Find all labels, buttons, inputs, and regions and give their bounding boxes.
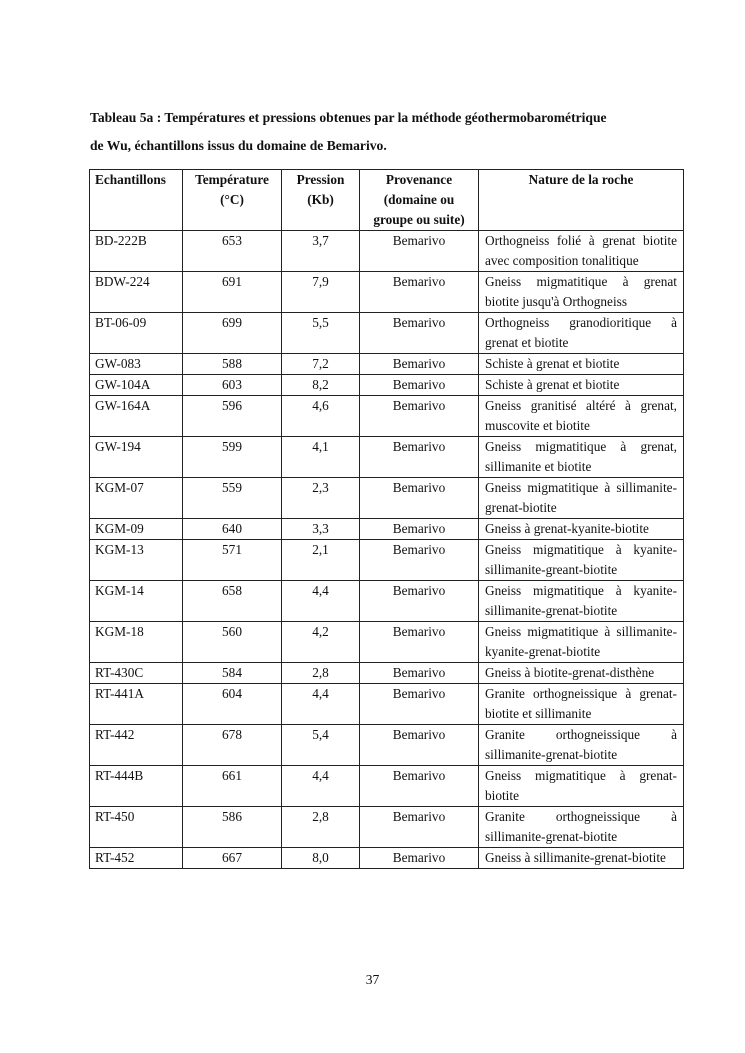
- cell-origin: Bemarivo: [360, 437, 479, 478]
- table-row: [90, 396, 684, 437]
- table-row: [90, 478, 684, 519]
- cell-origin: Bemarivo: [360, 807, 479, 848]
- cell-rock-nature: Gneiss migmatitique à kyanite-sillimanite-greant-biotite: [479, 540, 684, 581]
- cell-origin: Bemarivo: [360, 581, 479, 622]
- table-row: [90, 581, 684, 622]
- cell-sample: BD-222B: [90, 231, 183, 272]
- cell-pressure: 4,1: [282, 437, 360, 478]
- cell-rock-nature: Gneiss migmatitique à grenat, sillimanite et biotite: [479, 437, 684, 478]
- caption-line-2: de Wu, échantillons issus du domaine de Bemarivo.: [90, 138, 387, 153]
- cell-pressure: 4,4: [282, 581, 360, 622]
- cell-temperature: 661: [183, 766, 282, 807]
- cell-temperature: 596: [183, 396, 282, 437]
- cell-rock-nature: Gneiss migmatitique à sillimanite-grenat-biotite: [479, 478, 684, 519]
- cell-rock-nature: Gneiss migmatitique à grenat biotite jusqu'à Orthogneiss: [479, 272, 684, 313]
- cell-pressure: 4,2: [282, 622, 360, 663]
- table-row: [90, 622, 684, 663]
- header-pressure: Pression (Kb): [282, 170, 360, 231]
- header-origin: Provenance (domaine ou groupe ou suite): [360, 170, 479, 231]
- cell-sample: GW-194: [90, 437, 183, 478]
- table-body: [90, 231, 684, 869]
- cell-sample: BDW-224: [90, 272, 183, 313]
- table-row: [90, 848, 684, 869]
- cell-origin: Bemarivo: [360, 766, 479, 807]
- table-row: [90, 272, 684, 313]
- header-row: [90, 170, 684, 231]
- cell-sample: RT-430C: [90, 663, 183, 684]
- cell-rock-nature: Schiste à grenat et biotite: [479, 375, 684, 396]
- cell-temperature: 667: [183, 848, 282, 869]
- cell-pressure: 7,9: [282, 272, 360, 313]
- cell-origin: Bemarivo: [360, 848, 479, 869]
- header-sample: Echantillons: [90, 170, 183, 231]
- cell-sample: KGM-09: [90, 519, 183, 540]
- table-row: [90, 519, 684, 540]
- cell-origin: Bemarivo: [360, 684, 479, 725]
- cell-temperature: 678: [183, 725, 282, 766]
- cell-origin: Bemarivo: [360, 519, 479, 540]
- header-rock-nature: Nature de la roche: [479, 170, 684, 231]
- cell-rock-nature: Gneiss granitisé altéré à grenat, muscovite et biotite: [479, 396, 684, 437]
- table-row: [90, 725, 684, 766]
- cell-temperature: 603: [183, 375, 282, 396]
- cell-pressure: 2,3: [282, 478, 360, 519]
- cell-pressure: 3,7: [282, 231, 360, 272]
- cell-rock-nature: Gneiss migmatitique à sillimanite-kyanite-grenat-biotite: [479, 622, 684, 663]
- table-row: [90, 437, 684, 478]
- cell-origin: Bemarivo: [360, 478, 479, 519]
- cell-pressure: 3,3: [282, 519, 360, 540]
- cell-temperature: 653: [183, 231, 282, 272]
- cell-rock-nature: Granite orthogneissique à sillimanite-grenat-biotite: [479, 725, 684, 766]
- cell-temperature: 640: [183, 519, 282, 540]
- cell-sample: RT-450: [90, 807, 183, 848]
- cell-rock-nature: Granite orthogneissique à grenat-biotite et sillimanite: [479, 684, 684, 725]
- table-row: [90, 540, 684, 581]
- cell-sample: GW-104A: [90, 375, 183, 396]
- header-temperature: Température (°C): [183, 170, 282, 231]
- cell-origin: Bemarivo: [360, 272, 479, 313]
- cell-origin: Bemarivo: [360, 725, 479, 766]
- page-number: 37: [365, 972, 380, 987]
- cell-sample: KGM-14: [90, 581, 183, 622]
- cell-temperature: 658: [183, 581, 282, 622]
- cell-sample: RT-442: [90, 725, 183, 766]
- cell-origin: Bemarivo: [360, 354, 479, 375]
- cell-temperature: 699: [183, 313, 282, 354]
- cell-sample: RT-441A: [90, 684, 183, 725]
- cell-origin: Bemarivo: [360, 396, 479, 437]
- cell-pressure: 2,8: [282, 663, 360, 684]
- results-table: [89, 169, 684, 869]
- cell-pressure: 4,6: [282, 396, 360, 437]
- cell-origin: Bemarivo: [360, 622, 479, 663]
- cell-pressure: 4,4: [282, 684, 360, 725]
- cell-temperature: 599: [183, 437, 282, 478]
- cell-sample: KGM-13: [90, 540, 183, 581]
- cell-origin: Bemarivo: [360, 375, 479, 396]
- cell-pressure: 7,2: [282, 354, 360, 375]
- cell-sample: BT-06-09: [90, 313, 183, 354]
- cell-sample: GW-164A: [90, 396, 183, 437]
- cell-origin: Bemarivo: [360, 540, 479, 581]
- cell-temperature: 604: [183, 684, 282, 725]
- cell-pressure: 8,2: [282, 375, 360, 396]
- table-row: [90, 313, 684, 354]
- cell-temperature: 560: [183, 622, 282, 663]
- cell-sample: KGM-18: [90, 622, 183, 663]
- cell-sample: KGM-07: [90, 478, 183, 519]
- cell-temperature: 559: [183, 478, 282, 519]
- table-row: [90, 663, 684, 684]
- cell-pressure: 2,1: [282, 540, 360, 581]
- cell-rock-nature: Gneiss migmatitique à kyanite-sillimanite-grenat-biotite: [479, 581, 684, 622]
- cell-sample: RT-452: [90, 848, 183, 869]
- cell-pressure: 4,4: [282, 766, 360, 807]
- cell-sample: GW-083: [90, 354, 183, 375]
- cell-origin: Bemarivo: [360, 663, 479, 684]
- cell-temperature: 584: [183, 663, 282, 684]
- table-caption: [90, 104, 690, 160]
- cell-pressure: 2,8: [282, 807, 360, 848]
- caption-line-1: Tableau 5a : Températures et pressions obtenues par la méthode géothermobarométrique: [90, 110, 607, 125]
- table-row: [90, 354, 684, 375]
- table-row: [90, 684, 684, 725]
- cell-sample: RT-444B: [90, 766, 183, 807]
- cell-rock-nature: Orthogneiss granodioritique à grenat et biotite: [479, 313, 684, 354]
- cell-pressure: 8,0: [282, 848, 360, 869]
- cell-rock-nature: Gneiss à sillimanite-grenat-biotite: [479, 848, 684, 869]
- cell-rock-nature: Granite orthogneissique à sillimanite-grenat-biotite: [479, 807, 684, 848]
- table-row: [90, 766, 684, 807]
- cell-temperature: 691: [183, 272, 282, 313]
- table-row: [90, 231, 684, 272]
- table-row: [90, 375, 684, 396]
- cell-temperature: 571: [183, 540, 282, 581]
- cell-temperature: 588: [183, 354, 282, 375]
- cell-temperature: 586: [183, 807, 282, 848]
- cell-rock-nature: Orthogneiss folié à grenat biotite avec composition tonalitique: [479, 231, 684, 272]
- cell-pressure: 5,4: [282, 725, 360, 766]
- cell-origin: Bemarivo: [360, 231, 479, 272]
- cell-rock-nature: Schiste à grenat et biotite: [479, 354, 684, 375]
- cell-rock-nature: Gneiss migmatitique à grenat-biotite: [479, 766, 684, 807]
- cell-rock-nature: Gneiss à grenat-kyanite-biotite: [479, 519, 684, 540]
- table-row: [90, 807, 684, 848]
- cell-origin: Bemarivo: [360, 313, 479, 354]
- cell-pressure: 5,5: [282, 313, 360, 354]
- cell-rock-nature: Gneiss à biotite-grenat-disthène: [479, 663, 684, 684]
